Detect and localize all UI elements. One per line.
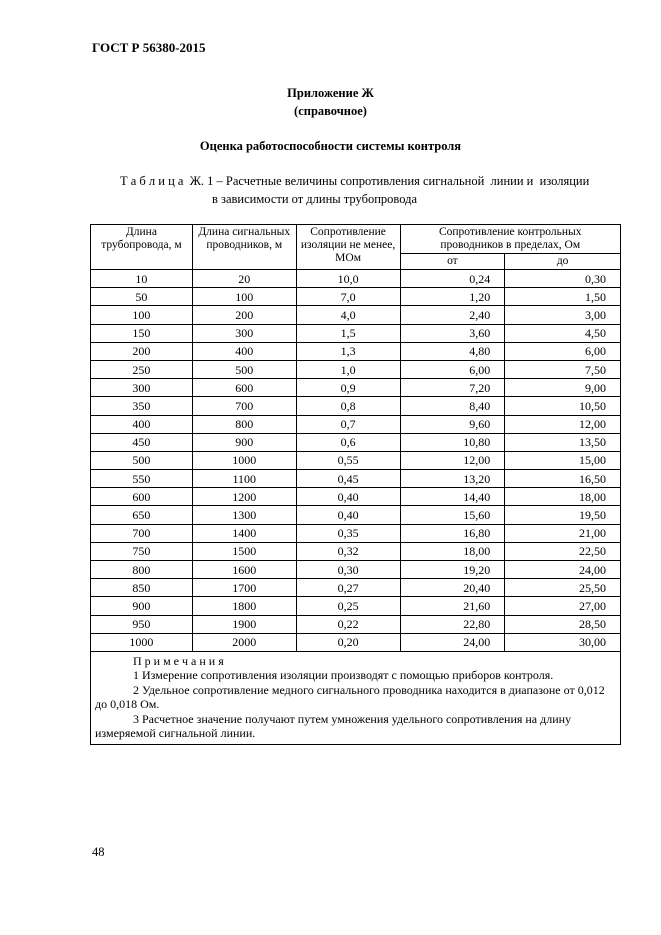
cell-insulation-resistance: 0,8 [296, 397, 400, 415]
cell-signal-length: 1900 [192, 615, 296, 633]
cell-resistance-to: 25,50 [505, 579, 621, 597]
cell-signal-length: 1100 [192, 470, 296, 488]
table-row [91, 561, 621, 579]
cell-signal-length: 1000 [192, 451, 296, 469]
table-row [91, 524, 621, 542]
cell-resistance-to: 13,50 [505, 433, 621, 451]
cell-resistance-from: 6,00 [400, 360, 505, 378]
cell-resistance-from: 8,40 [400, 397, 505, 415]
cell-signal-length: 1800 [192, 597, 296, 615]
cell-signal-length: 300 [192, 324, 296, 342]
cell-signal-length: 800 [192, 415, 296, 433]
cell-resistance-to: 10,50 [505, 397, 621, 415]
cell-resistance-to: 4,50 [505, 324, 621, 342]
cell-insulation-resistance: 0,30 [296, 561, 400, 579]
table-row [91, 288, 621, 306]
cell-insulation-resistance: 0,7 [296, 415, 400, 433]
cell-insulation-resistance: 0,20 [296, 633, 400, 651]
table-caption: Т а б л и ц а Ж. 1 – Расчетные величины сопротивления сигнальной линии и изоляции [120, 174, 590, 188]
cell-resistance-from: 4,80 [400, 342, 505, 360]
header-pipeline-length: Длина трубопровода, м [91, 225, 193, 270]
cell-pipeline-length: 350 [91, 397, 193, 415]
cell-resistance-to: 1,50 [505, 288, 621, 306]
note-1: 1 Измерение сопротивления изоляции производят с помощью приборов контроля. [133, 668, 554, 683]
cell-pipeline-length: 900 [91, 597, 193, 615]
cell-signal-length: 20 [192, 270, 296, 288]
cell-signal-length: 700 [192, 397, 296, 415]
header-signal-length: Длина сигнальных проводников, м [192, 225, 296, 270]
cell-pipeline-length: 200 [91, 342, 193, 360]
cell-signal-length: 200 [192, 306, 296, 324]
cell-resistance-to: 21,00 [505, 524, 621, 542]
header-insulation-resistance: Сопротивление изоляции не менее, МОм [296, 225, 400, 270]
table-row [91, 415, 621, 433]
cell-signal-length: 100 [192, 288, 296, 306]
cell-insulation-resistance: 0,9 [296, 379, 400, 397]
table-row [91, 488, 621, 506]
header-conductor-resistance: Сопротивление контрольных проводников в пределах, Ом [400, 225, 620, 254]
cell-signal-length: 1400 [192, 524, 296, 542]
cell-resistance-from: 12,00 [400, 451, 505, 469]
cell-signal-length: 2000 [192, 633, 296, 651]
table-caption-continued: в зависимости от длины трубопровода [212, 192, 418, 206]
cell-pipeline-length: 450 [91, 433, 193, 451]
cell-insulation-resistance: 0,27 [296, 579, 400, 597]
table-row [91, 397, 621, 415]
cell-pipeline-length: 800 [91, 561, 193, 579]
cell-signal-length: 1200 [192, 488, 296, 506]
table-notes [91, 651, 621, 744]
table-row [91, 615, 621, 633]
cell-resistance-from: 10,80 [400, 433, 505, 451]
cell-signal-length: 1600 [192, 561, 296, 579]
cell-resistance-from: 2,40 [400, 306, 505, 324]
cell-insulation-resistance: 0,22 [296, 615, 400, 633]
table-row [91, 597, 621, 615]
cell-resistance-from: 0,24 [400, 270, 505, 288]
table-row [91, 506, 621, 524]
cell-resistance-to: 7,50 [505, 360, 621, 378]
cell-insulation-resistance: 1,3 [296, 342, 400, 360]
cell-resistance-from: 7,20 [400, 379, 505, 397]
cell-pipeline-length: 50 [91, 288, 193, 306]
cell-resistance-from: 18,00 [400, 542, 505, 560]
cell-resistance-from: 16,80 [400, 524, 505, 542]
table-row [91, 379, 621, 397]
cell-signal-length: 600 [192, 379, 296, 397]
standard-number: ГОСТ Р 56380-2015 [92, 40, 206, 55]
cell-pipeline-length: 750 [91, 542, 193, 560]
cell-insulation-resistance: 0,35 [296, 524, 400, 542]
cell-insulation-resistance: 10,0 [296, 270, 400, 288]
cell-resistance-from: 22,80 [400, 615, 505, 633]
cell-insulation-resistance: 0,6 [296, 433, 400, 451]
cell-insulation-resistance: 0,25 [296, 597, 400, 615]
section-heading: Оценка работоспособности системы контроля [199, 139, 462, 153]
cell-insulation-resistance: 0,40 [296, 506, 400, 524]
appendix-subtitle: (справочное) [294, 104, 367, 118]
cell-resistance-from: 15,60 [400, 506, 505, 524]
cell-pipeline-length: 150 [91, 324, 193, 342]
table-row [91, 542, 621, 560]
cell-insulation-resistance: 4,0 [296, 306, 400, 324]
cell-pipeline-length: 950 [91, 615, 193, 633]
table-row [91, 433, 621, 451]
cell-resistance-to: 30,00 [505, 633, 621, 651]
cell-resistance-from: 3,60 [400, 324, 505, 342]
cell-insulation-resistance: 1,5 [296, 324, 400, 342]
cell-insulation-resistance: 0,32 [296, 542, 400, 560]
table-row [91, 633, 621, 651]
notes-title: П р и м е ч а н и я [133, 653, 224, 668]
cell-signal-length: 900 [192, 433, 296, 451]
cell-pipeline-length: 10 [91, 270, 193, 288]
cell-resistance-to: 27,00 [505, 597, 621, 615]
cell-insulation-resistance: 0,55 [296, 451, 400, 469]
cell-resistance-to: 0,30 [505, 270, 621, 288]
cell-resistance-to: 22,50 [505, 542, 621, 560]
cell-insulation-resistance: 7,0 [296, 288, 400, 306]
cell-resistance-to: 6,00 [505, 342, 621, 360]
cell-insulation-resistance: 0,40 [296, 488, 400, 506]
note-3: 3 Расчетное значение получают путем умножения удельного сопротивления на длину измеряемой сигнальной линии. [95, 711, 572, 741]
cell-resistance-from: 1,20 [400, 288, 505, 306]
table-row [91, 270, 621, 288]
cell-insulation-resistance: 1,0 [296, 360, 400, 378]
table-row [91, 579, 621, 597]
cell-resistance-to: 24,00 [505, 561, 621, 579]
cell-signal-length: 1300 [192, 506, 296, 524]
header-from: от [400, 254, 505, 270]
cell-signal-length: 400 [192, 342, 296, 360]
cell-resistance-from: 14,40 [400, 488, 505, 506]
cell-resistance-from: 21,60 [400, 597, 505, 615]
table-row [91, 360, 621, 378]
appendix-title: Приложение Ж [287, 86, 374, 100]
cell-resistance-from: 13,20 [400, 470, 505, 488]
cell-resistance-from: 24,00 [400, 633, 505, 651]
table-row [91, 324, 621, 342]
cell-pipeline-length: 300 [91, 379, 193, 397]
note-2: 2 Удельное сопротивление медного сигнального проводника находится в диапазоне от 0,012 до 0,018 Ом. [95, 682, 605, 712]
table-row [91, 451, 621, 469]
table-row [91, 306, 621, 324]
cell-resistance-from: 20,40 [400, 579, 505, 597]
cell-pipeline-length: 250 [91, 360, 193, 378]
cell-pipeline-length: 1000 [91, 633, 193, 651]
cell-resistance-to: 16,50 [505, 470, 621, 488]
resistance-table [90, 224, 621, 745]
cell-resistance-to: 28,50 [505, 615, 621, 633]
cell-resistance-to: 12,00 [505, 415, 621, 433]
cell-resistance-from: 9,60 [400, 415, 505, 433]
cell-insulation-resistance: 0,45 [296, 470, 400, 488]
cell-signal-length: 1500 [192, 542, 296, 560]
cell-resistance-to: 9,00 [505, 379, 621, 397]
cell-signal-length: 500 [192, 360, 296, 378]
cell-pipeline-length: 550 [91, 470, 193, 488]
cell-pipeline-length: 600 [91, 488, 193, 506]
cell-pipeline-length: 700 [91, 524, 193, 542]
cell-resistance-from: 19,20 [400, 561, 505, 579]
cell-resistance-to: 18,00 [505, 488, 621, 506]
table-row [91, 342, 621, 360]
cell-resistance-to: 3,00 [505, 306, 621, 324]
cell-signal-length: 1700 [192, 579, 296, 597]
cell-resistance-to: 19,50 [505, 506, 621, 524]
cell-pipeline-length: 400 [91, 415, 193, 433]
table-row [91, 470, 621, 488]
cell-pipeline-length: 850 [91, 579, 193, 597]
header-to: до [505, 254, 621, 270]
cell-resistance-to: 15,00 [505, 451, 621, 469]
page-number: 48 [92, 845, 105, 859]
cell-pipeline-length: 100 [91, 306, 193, 324]
cell-pipeline-length: 500 [91, 451, 193, 469]
cell-pipeline-length: 650 [91, 506, 193, 524]
